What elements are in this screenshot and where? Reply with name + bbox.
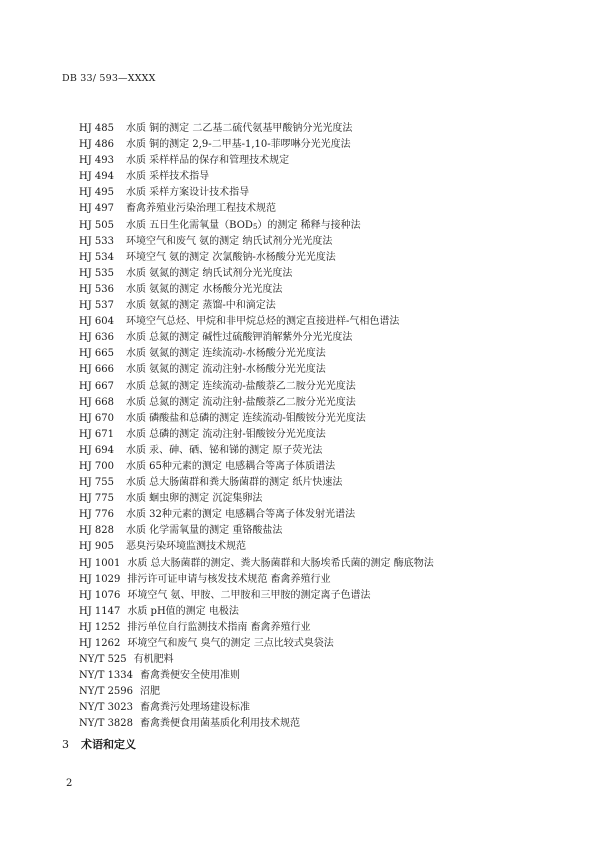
reference-title: 水质 铜的测定 二乙基二硫代氨基甲酸钠分光光度法 — [126, 123, 353, 134]
reference-code: HJ 905 — [79, 541, 114, 553]
reference-item — [79, 362, 579, 378]
reference-item — [79, 716, 579, 732]
reference-code: HJ 636 — [79, 332, 114, 344]
reference-code: HJ 755 — [79, 477, 114, 489]
reference-code: HJ 604 — [79, 316, 114, 328]
reference-title: 水质 总氮的测定 流动注射-盐酸萘乙二胺分光光度法 — [126, 396, 356, 408]
reference-title: 水质 氨氮的测定 连续流动-水杨酸分光光度法 — [126, 348, 326, 360]
reference-item — [79, 620, 579, 636]
reference-code: HJ 668 — [79, 396, 114, 408]
reference-item — [79, 684, 579, 700]
reference-code: NY/T 525 — [79, 654, 127, 666]
reference-item — [79, 379, 579, 395]
reference-code: HJ 1262 — [79, 638, 121, 649]
reference-item — [79, 700, 579, 716]
reference-item — [79, 282, 579, 298]
reference-code: NY/T 2596 — [79, 686, 134, 698]
reference-title: 水质 氨氮的测定 蒸馏-中和滴定法 — [126, 300, 276, 312]
normative-references-list — [79, 121, 579, 733]
reference-title: 环境空气和废气 臭气的测定 三点比较式臭袋法 — [127, 638, 334, 649]
reference-code: HJ 535 — [79, 267, 114, 279]
reference-code: HJ 505 — [79, 219, 114, 231]
reference-item — [79, 556, 579, 572]
reference-item — [79, 314, 579, 330]
reference-item — [79, 137, 579, 153]
section-number: 3 — [62, 738, 69, 751]
reference-title: 畜禽养殖业污染治理工程技术规范 — [126, 203, 276, 215]
reference-code: HJ 486 — [79, 139, 114, 151]
reference-item — [79, 330, 579, 346]
reference-code: HJ 494 — [79, 171, 114, 183]
reference-title: 水质 氨氮的测定 流动注射-水杨酸分光光度法 — [126, 364, 326, 376]
reference-item — [79, 153, 579, 169]
reference-item — [79, 218, 579, 234]
reference-title: 有机肥料 — [133, 654, 174, 666]
reference-code: HJ 533 — [79, 235, 114, 247]
reference-item — [79, 298, 579, 314]
section-heading — [62, 736, 136, 752]
reference-title: 水质 氨氮的测定 纳氏试剂分光光度法 — [126, 267, 293, 279]
reference-item — [79, 507, 579, 523]
reference-item — [79, 250, 579, 266]
reference-title: 水质 氨氮的测定 水杨酸分光光度法 — [126, 283, 283, 295]
reference-code: HJ 485 — [79, 123, 114, 134]
reference-item — [79, 169, 579, 185]
reference-title: 水质 五日生化需氧量$(BOD_5)$的测定 稀释与接种法 — [126, 219, 361, 231]
reference-code: HJ 537 — [79, 300, 114, 312]
reference-code: HJ 775 — [79, 493, 114, 505]
reference-title: 水质 铜的测定 2,9-二甲基-1,10-菲啰啉分光光度法 — [126, 139, 351, 151]
reference-title: 水质 总氮的测定 碱性过硫酸钾消解紫外分光光度法 — [126, 332, 353, 344]
reference-title: 水质 65种元素的测定 电感耦合等离子体质谱法 — [126, 460, 336, 472]
reference-code: NY/T 3828 — [79, 718, 134, 730]
reference-code: HJ 694 — [79, 444, 114, 456]
reference-code: HJ 665 — [79, 348, 114, 360]
reference-title: 水质 化学需氧量的测定 重铬酸盐法 — [126, 525, 283, 537]
reference-code: HJ 497 — [79, 203, 114, 215]
reference-title: 水质 pH值的测定 电极法 — [127, 605, 239, 617]
reference-title: 水质 汞、砷、硒、铋和锑的测定 原子荧光法 — [126, 444, 323, 456]
reference-code: NY/T 1334 — [79, 670, 134, 682]
reference-title: 畜禽粪便食用菌基质化利用技术规范 — [140, 718, 301, 730]
reference-title: 环境空气和废气 氨的测定 纳氏试剂分光光度法 — [126, 235, 333, 247]
reference-item — [79, 604, 579, 620]
reference-code: HJ 495 — [79, 187, 114, 199]
reference-item — [79, 636, 579, 652]
reference-title: 水质 采样技术指导 — [126, 171, 210, 183]
reference-item — [79, 539, 579, 555]
reference-item — [79, 572, 579, 588]
reference-code: HJ 667 — [79, 380, 114, 392]
reference-item — [79, 185, 579, 201]
reference-item — [79, 234, 579, 250]
reference-code: HJ 1001 — [79, 557, 121, 569]
reference-code: HJ 1252 — [79, 621, 121, 633]
reference-title: 水质 蛔虫卵的测定 沉淀集卵法 — [126, 493, 263, 505]
reference-item — [79, 411, 579, 427]
reference-title: 水质 总磷的测定 流动注射-钼酸铵分光光度法 — [126, 428, 326, 440]
reference-item — [79, 588, 579, 604]
reference-item — [79, 652, 579, 668]
reference-title: 畜禽粪污处理场建设标准 — [140, 702, 251, 714]
reference-item — [79, 459, 579, 475]
reference-code: HJ 1147 — [79, 605, 121, 617]
reference-code: HJ 536 — [79, 283, 114, 295]
reference-title: 畜禽粪便安全使用准则 — [140, 670, 241, 682]
reference-title: 排污许可证申请与核发技术规范 畜禽养殖行业 — [127, 573, 331, 585]
reference-title: 水质 总氮的测定 连续流动-盐酸萘乙二胺分光光度法 — [126, 380, 356, 392]
reference-code: HJ 534 — [79, 251, 114, 263]
reference-title: 水质 32种元素的测定 电感耦合等离子体发射光谱法 — [126, 509, 356, 521]
reference-title: 水质 总大肠菌群和粪大肠菌群的测定 纸片快速法 — [126, 477, 343, 489]
reference-code: NY/T 3023 — [79, 702, 134, 714]
reference-item — [79, 491, 579, 507]
reference-item — [79, 443, 579, 459]
page-number: 2 — [66, 778, 73, 789]
reference-code: HJ 700 — [79, 460, 114, 472]
reference-code: HJ 670 — [79, 412, 114, 424]
reference-title: 环境空气总烃、甲烷和非甲烷总烃的测定直接进样-气相色谱法 — [126, 316, 400, 328]
reference-item — [79, 427, 579, 443]
reference-item — [79, 121, 579, 137]
reference-code: HJ 671 — [79, 428, 114, 440]
reference-title: 恶臭污染环境监测技术规范 — [126, 541, 246, 553]
reference-code: HJ 1076 — [79, 589, 121, 601]
reference-item — [79, 668, 579, 684]
reference-item — [79, 266, 579, 282]
reference-code: HJ 666 — [79, 364, 114, 376]
reference-item — [79, 346, 579, 362]
reference-item — [79, 201, 579, 217]
reference-title: 水质 采样样品的保存和管理技术规定 — [126, 155, 290, 167]
reference-title: 水质 磷酸盐和总磷的测定 连续流动-钼酸铵分光光度法 — [126, 412, 366, 424]
reference-title: 水质 采样方案设计技术指导 — [126, 187, 250, 199]
reference-item — [79, 523, 579, 539]
reference-title: 排污单位自行监测技术指南 畜禽养殖行业 — [127, 621, 311, 633]
reference-code: HJ 1029 — [79, 573, 121, 585]
reference-code: HJ 493 — [79, 155, 114, 167]
reference-title: 水质 总大肠菌群的测定、粪大肠菌群和大肠埃希氏菌的测定 酶底物法 — [127, 557, 434, 569]
reference-item — [79, 475, 579, 491]
reference-title: 环境空气 氨、甲胺、二甲胺和三甲胺的测定离子色谱法 — [127, 589, 371, 601]
reference-code: HJ 776 — [79, 509, 114, 521]
reference-code: HJ 828 — [79, 525, 114, 537]
document-header: DB 33/ 593—XXXX — [62, 73, 156, 84]
reference-title: 环境空气 氨的测定 次氯酸钠-水杨酸分光光度法 — [126, 251, 336, 263]
reference-item — [79, 395, 579, 411]
reference-title: 沼肥 — [140, 686, 161, 698]
section-title: 术语和定义 — [81, 738, 136, 751]
